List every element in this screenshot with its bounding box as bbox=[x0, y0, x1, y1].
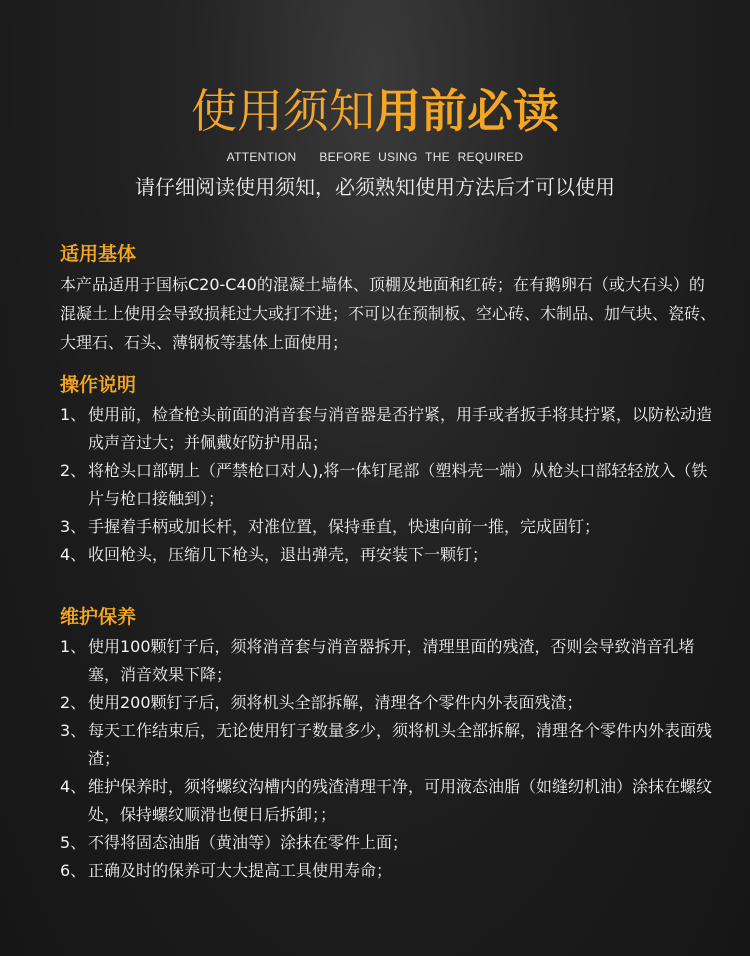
item-number: 3、 bbox=[60, 517, 87, 536]
applicable-base-paragraph: 本产品适用于国标C20-C40的混凝土墙体、顶棚及地面和红砖；在有鹅卵石（或大石头）的混凝土上使用会导致损耗过大或打不进；不可以在预制板、空心砖、木制品、加气块、瓷砖、大理石、石头、薄钢板等基体上面使用； bbox=[60, 275, 717, 352]
operation-list bbox=[60, 401, 720, 569]
subtitle-chinese: 请仔细阅读使用须知，必须熟知使用方法后才可以使用 bbox=[135, 175, 615, 199]
section-title-applicable-base: 适用基体 bbox=[60, 243, 137, 265]
item-text: 使用200颗钉子后，须将机头全部拆解，清理各个零件内外表面残渣； bbox=[88, 693, 583, 712]
item-number: 1、 bbox=[60, 637, 87, 656]
item-number: 2、 bbox=[60, 461, 87, 480]
item-number: 3、 bbox=[60, 721, 87, 740]
item-text: 维护保养时，须将螺纹沟槽内的残渣清理干净，可用液态油脂（如缝纫机油）涂抹在螺纹处，保持螺纹顺滑也便日后拆卸；； bbox=[88, 777, 713, 824]
item-text: 将枪头口部朝上（严禁枪口对人),将一体钉尾部（塑料壳一端）从枪头口部轻轻放入（铁片与枪口接触到）； bbox=[88, 461, 708, 508]
instructions-content bbox=[60, 240, 720, 885]
item-text: 不得将固态油脂（黄油等）涂抹在零件上面； bbox=[88, 833, 409, 852]
list-item bbox=[60, 689, 720, 717]
item-text: 手握着手柄或加长杆，对准位置，保持垂直，快速向前一推，完成固钉； bbox=[88, 517, 601, 536]
list-item bbox=[60, 773, 720, 829]
item-number: 4、 bbox=[60, 545, 87, 564]
maintenance-list bbox=[60, 633, 720, 885]
item-text: 使用100颗钉子后，须将消音套与消音器拆开，清理里面的残渣，否则会导致消音孔堵塞，消音效果下降； bbox=[88, 637, 695, 684]
list-item bbox=[60, 717, 720, 773]
section-applicable-base bbox=[60, 240, 720, 357]
section-maintenance bbox=[60, 603, 720, 885]
list-item bbox=[60, 401, 720, 457]
list-item bbox=[60, 633, 720, 689]
item-number: 4、 bbox=[60, 777, 87, 796]
section-title-operation: 操作说明 bbox=[60, 374, 137, 396]
title-bold: 用前必读 bbox=[375, 84, 559, 138]
list-item bbox=[60, 829, 720, 857]
item-text: 收回枪头，压缩几下枪头，退出弹壳，再安装下一颗钉； bbox=[88, 545, 489, 564]
list-item bbox=[60, 857, 720, 885]
item-number: 6、 bbox=[60, 861, 87, 880]
subtitle-english: ATTENTION BEFORE USING THE REQUIRED bbox=[226, 150, 524, 164]
item-number: 1、 bbox=[60, 405, 87, 424]
section-title-maintenance: 维护保养 bbox=[60, 606, 137, 628]
page-header bbox=[0, 80, 750, 200]
list-item bbox=[60, 513, 720, 541]
item-number: 2、 bbox=[60, 693, 87, 712]
page-title bbox=[0, 80, 750, 142]
section-operation bbox=[60, 371, 720, 569]
item-number: 5、 bbox=[60, 833, 87, 852]
list-item bbox=[60, 541, 720, 569]
item-text: 每天工作结束后，无论使用钉子数量多少，须将机头全部拆解，清理各个零件内外表面残渣； bbox=[88, 721, 713, 768]
list-item bbox=[60, 457, 720, 513]
item-text: 正确及时的保养可大大提高工具使用寿命； bbox=[88, 861, 393, 880]
title-light: 使用须知 bbox=[191, 84, 375, 138]
item-text: 使用前，检查枪头前面的消音套与消音器是否拧紧，用手或者扳手将其拧紧，以防松动造成声音过大；并佩戴好防护用品； bbox=[88, 405, 713, 452]
